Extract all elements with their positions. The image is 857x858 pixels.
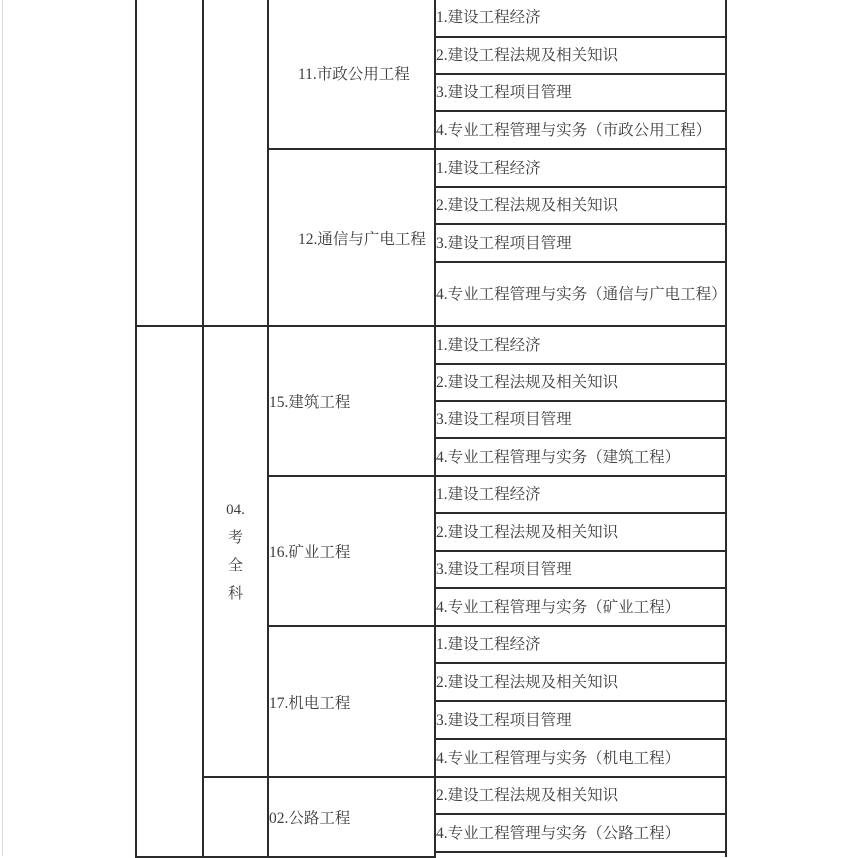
- page-left-edge-line: [2, 0, 3, 856]
- subject-cell: 4.专业工程管理与实务（通信与广电工程）: [435, 262, 726, 326]
- level-cell-top-empty: [203, 0, 268, 326]
- level-cell-bottom-empty: [203, 777, 268, 857]
- table-row: [136, 777, 726, 814]
- level-text-line: 考: [227, 529, 243, 546]
- subject-cell: 1.建设工程经济: [435, 0, 726, 37]
- subject-cell: 2.建设工程法规及相关知识: [435, 777, 726, 814]
- left-span-cell-bottom: [136, 326, 203, 857]
- subject-cell: 3.建设工程项目管理: [435, 74, 726, 111]
- subject-cell: 4.专业工程管理与实务（公路工程）: [435, 814, 726, 852]
- level-cell-04-kaoquanke: [203, 326, 268, 777]
- subject-cell-cut-off: [435, 852, 726, 857]
- subject-cell: 2.建设工程法规及相关知识: [435, 364, 726, 401]
- level-text-line: 科: [227, 585, 243, 602]
- subject-cell: 3.建设工程项目管理: [435, 701, 726, 739]
- subject-cell: 4.专业工程管理与实务（市政公用工程）: [435, 111, 726, 149]
- profession-cell-16: 16.矿业工程: [268, 476, 435, 626]
- subject-cell: 3.建设工程项目管理: [435, 401, 726, 438]
- subject-cell: 2.建设工程法规及相关知识: [435, 187, 726, 224]
- profession-cell-11: 11.市政公用工程: [268, 0, 435, 149]
- subject-cell: 1.建设工程经济: [435, 626, 726, 663]
- level-text-line: 04.: [226, 501, 245, 518]
- subject-cell: 2.建设工程法规及相关知识: [435, 37, 726, 74]
- subject-cell: 1.建设工程经济: [435, 326, 726, 364]
- level-text-line: 全: [227, 557, 243, 574]
- exam-subjects-table: [135, 0, 727, 858]
- subject-cell: 4.专业工程管理与实务（建筑工程）: [435, 438, 726, 476]
- subject-cell: 3.建设工程项目管理: [435, 224, 726, 262]
- profession-cell-12: 12.通信与广电工程: [268, 149, 435, 326]
- subject-cell: 3.建设工程项目管理: [435, 551, 726, 588]
- subject-cell: 1.建设工程经济: [435, 149, 726, 187]
- subject-cell: 2.建设工程法规及相关知识: [435, 513, 726, 551]
- subject-cell: 4.专业工程管理与实务（机电工程）: [435, 739, 726, 777]
- profession-cell-15: 15.建筑工程: [268, 326, 435, 476]
- left-span-cell-top: [136, 0, 203, 326]
- table-row: [136, 0, 726, 37]
- table-row: [136, 326, 726, 364]
- subject-cell: 4.专业工程管理与实务（矿业工程）: [435, 588, 726, 626]
- subject-cell: 2.建设工程法规及相关知识: [435, 663, 726, 701]
- profession-cell-02: 02.公路工程: [268, 777, 435, 857]
- subject-cell: 1.建设工程经济: [435, 476, 726, 513]
- profession-cell-17: 17.机电工程: [268, 626, 435, 777]
